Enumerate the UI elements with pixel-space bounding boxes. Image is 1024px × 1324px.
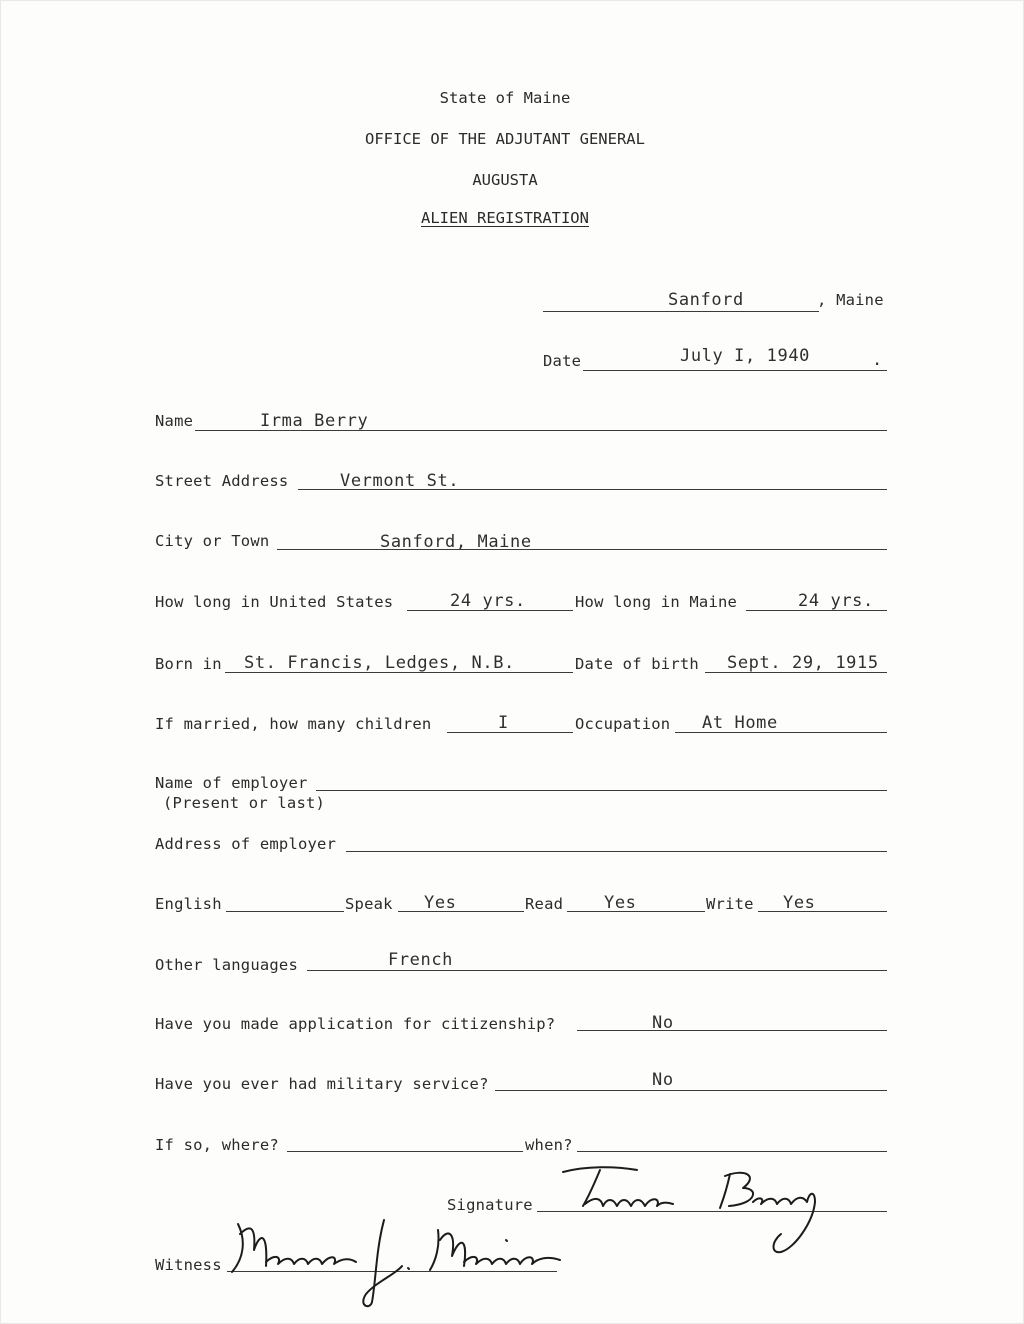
date-of-birth-value: Sept. 29, 1915 [727,653,879,673]
street-address-value: Vermont St. [340,471,460,491]
employer-address-line [346,851,887,852]
speak-line [398,911,524,912]
write-line [758,911,887,912]
employer-name-line [316,790,887,791]
when-label: when? [525,1136,573,1154]
name-value: Irma Berry [260,411,369,431]
location-line [543,311,819,312]
english-label: English [155,895,222,913]
speak-label: Speak [345,895,393,913]
date-of-birth-label: Date of birth [575,655,699,673]
write-value: Yes [783,893,816,913]
citizenship-label: Have you made application for citizenship? [155,1015,556,1033]
form-title: ALIEN REGISTRATION [421,209,589,227]
other-languages-value: French [388,950,454,970]
street-address-label: Street Address [155,472,289,490]
date-value: July I, 1940 [680,346,811,366]
date-period: . [872,350,883,370]
english-line [226,911,344,912]
read-value: Yes [604,893,637,913]
date-label: Date [543,352,582,370]
location-place: Sanford [668,290,744,310]
occupation-label: Occupation [575,715,671,733]
citizenship-value: No [652,1013,674,1033]
citizenship-line [577,1030,887,1031]
read-label: Read [525,895,564,913]
employer-address-label: Address of employer [155,835,337,853]
location-suffix: , Maine [817,291,884,309]
where-line [287,1151,523,1152]
where-label: If so, where? [155,1136,279,1154]
witness-label: Witness [155,1256,222,1274]
witness-signature-handwriting [226,1210,576,1314]
children-value: I [498,713,509,733]
military-label: Have you ever had military service? [155,1075,489,1093]
years-maine-label: How long in Maine [575,593,738,611]
speak-value: Yes [424,893,457,913]
children-label: If married, how many children [155,715,432,733]
years-us-value: 24 yrs. [450,591,526,611]
children-line [447,732,573,733]
born-in-label: Born in [155,655,222,673]
office-heading: OFFICE OF THE ADJUTANT GENERAL [365,130,645,148]
write-label: Write [706,895,754,913]
signature-handwriting [545,1162,845,1262]
city-line [277,549,887,550]
occupation-value: At Home [702,713,778,733]
name-label: Name [155,412,194,430]
state-heading: State of Maine [439,89,571,107]
city-value: Sanford, Maine [380,532,532,552]
when-line [577,1151,887,1152]
born-in-value: St. Francis, Ledges, N.B. [244,653,515,673]
military-line [495,1090,887,1091]
military-value: No [652,1070,674,1090]
employer-name-sublabel: (Present or last) [163,794,326,812]
other-languages-line [307,970,887,971]
employer-name-label: Name of employer [155,774,308,792]
signature-label: Signature [447,1196,533,1214]
city-heading: AUGUSTA [472,171,538,189]
years-us-label: How long in United States [155,593,394,611]
city-label: City or Town [155,532,270,550]
date-line [583,370,887,371]
years-maine-value: 24 yrs. [798,591,874,611]
other-languages-label: Other languages [155,956,298,974]
